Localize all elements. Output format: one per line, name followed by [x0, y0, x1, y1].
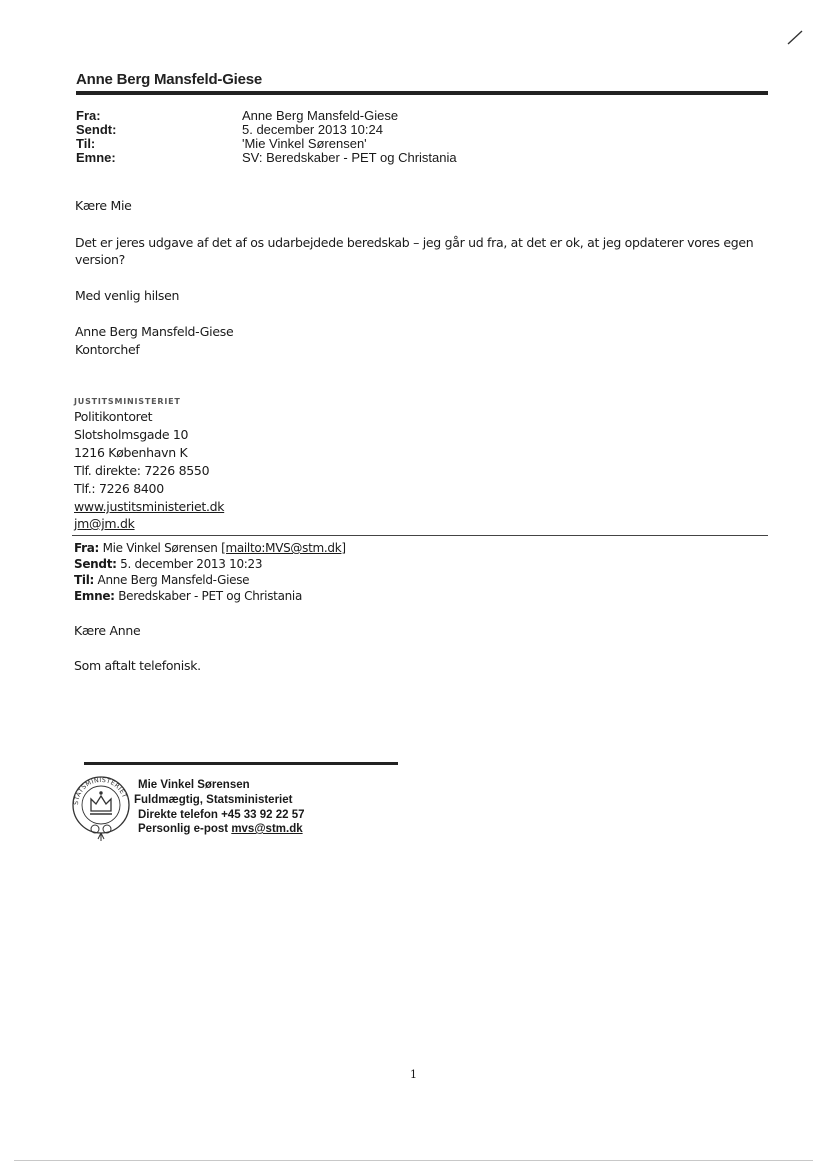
fwd-to-value: Anne Berg Mansfeld-Giese [97, 573, 250, 587]
seal-text: STATSMINISTERIET [72, 776, 128, 806]
closing: Med venlig hilsen [75, 288, 180, 303]
signature-role: Kontorchef [75, 342, 140, 357]
fwd-from-value: Mie Vinkel Sørensen [102, 541, 218, 555]
subject-label: Emne: [76, 150, 116, 165]
fwd-mailto-link[interactable]: [mailto:MVS@stm.dk] [221, 541, 346, 555]
sent-value: 5. december 2013 10:24 [242, 122, 383, 137]
fwd-subject-row [74, 588, 302, 605]
from-value: Anne Berg Mansfeld-Giese [242, 108, 399, 123]
body-line-2: version? [75, 252, 126, 267]
fwd-subject-label: Emne: [74, 589, 115, 603]
subject-value: SV: Beredskaber - PET og Christania [242, 150, 457, 165]
statsministeriet-seal-icon [70, 769, 132, 845]
page-number: 1 [410, 1068, 417, 1081]
org-name: JUSTITSMINISTERIET [74, 397, 181, 406]
city: 1216 København K [74, 445, 188, 460]
from-label: Fra: [76, 108, 101, 123]
stm-sig-email-row [138, 822, 303, 836]
fwd-sent-label: Sendt: [74, 557, 117, 571]
office: Politikontoret [74, 409, 153, 424]
page-bottom-edge [14, 1160, 813, 1161]
fwd-to-row [74, 572, 249, 589]
sent-label: Sendt: [76, 122, 117, 137]
fwd-from-label: Fra: [74, 541, 100, 555]
street: Slotsholmsgade 10 [74, 427, 189, 442]
phone: Tlf.: 7226 8400 [74, 481, 164, 496]
stm-sig-email-label: Personlig e-post [138, 823, 229, 835]
pen-mark [786, 28, 804, 46]
email-link[interactable]: jm@jm.dk [74, 516, 135, 531]
stm-sig-phone: Direkte telefon +45 33 92 22 57 [138, 809, 305, 821]
signature-rule [84, 762, 398, 765]
stm-sig-name: Mie Vinkel Sørensen [138, 779, 250, 791]
signature-name: Anne Berg Mansfeld-Giese [75, 324, 234, 339]
to-value: 'Mie Vinkel Sørensen' [242, 136, 367, 151]
stm-sig-title: Fuldmægtig, Statsministeriet [134, 794, 293, 806]
stm-sig-email-link[interactable]: mvs@stm.dk [231, 823, 303, 835]
website-link[interactable]: www.justitsministeriet.dk [74, 499, 225, 514]
greeting: Kære Mie [75, 198, 132, 213]
title-rule [76, 91, 768, 95]
fwd-sent-row [74, 556, 262, 573]
to-label: Til: [76, 136, 96, 151]
fwd-body: Som aftalt telefonisk. [74, 658, 201, 673]
fwd-greeting: Kære Anne [74, 623, 141, 638]
sender-title: Anne Berg Mansfeld-Giese [76, 71, 263, 88]
fwd-to-label: Til: [74, 573, 95, 587]
body-line-1: Det er jeres udgave af det af os udarbejdede beredskab – jeg går ud fra, at det er ok, at jeg opdaterer vores egen [75, 235, 754, 250]
fwd-sent-value: 5. december 2013 10:23 [120, 557, 263, 571]
fwd-subject-value: Beredskaber - PET og Christania [118, 589, 303, 603]
separator-rule [72, 535, 768, 536]
phone-direct: Tlf. direkte: 7226 8550 [74, 463, 210, 478]
fwd-from-row [74, 540, 346, 557]
